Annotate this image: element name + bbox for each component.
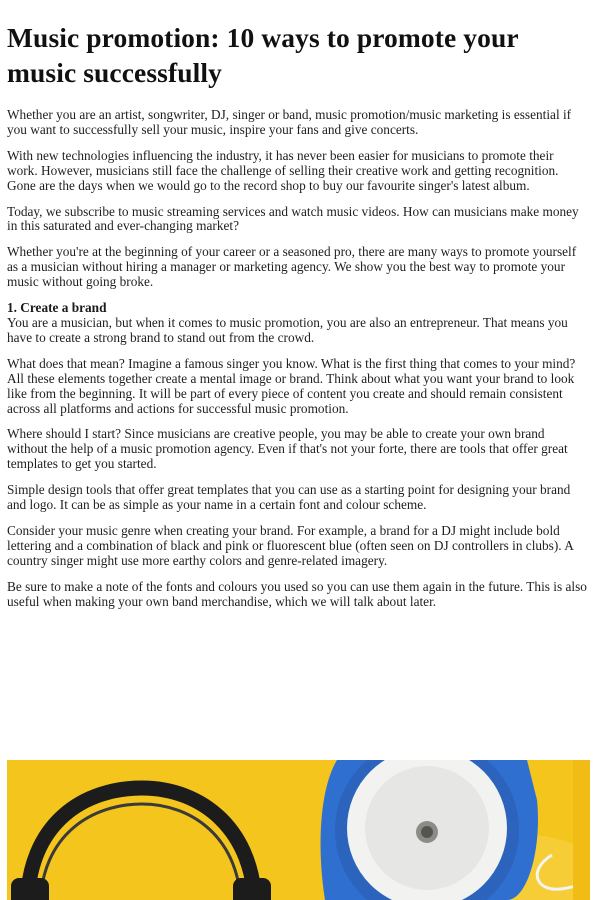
section1-paragraph-4: Simple design tools that offer great templates that you can use as a starting point for designing your brand and logo. It can be as simple as your name in a certain font and colour scheme. xyxy=(7,482,571,513)
intro-paragraph-1: Whether you are an artist, songwriter, DJ, singer or band, music promotion/music marketing is essential if you want to successfully sell your music, inspire your fans and give concerts. xyxy=(7,107,572,137)
section1-paragraph-3: Where should I start? Since musicians are creative people, you may be able to create your own brand without the help of a music promotion agency. Even if that's not your forte, there are tools that offer great templates to get you started. xyxy=(7,426,568,472)
article-body xyxy=(7,108,587,609)
article-title: Music promotion: 10 ways to promote your music successfully xyxy=(7,22,519,88)
cd-player-icon xyxy=(321,760,538,900)
intro-paragraph-4: Whether you're at the beginning of your career or a seasoned pro, there are many ways to promote yourself as a musician without hiring a manager or marketing agency. We show you the best way to promote your music without going broke. xyxy=(7,244,577,290)
section1-paragraph-5: Consider your music genre when creating your brand. For example, a brand for a DJ might include bold lettering and a combination of black and pink or fluorescent blue (often seen on DJ controllers in clubs). A country singer might use more earthy colors and genre-related imagery. xyxy=(7,522,574,568)
photo-right-shade xyxy=(573,760,590,900)
section1-paragraph-1: You are a musician, but when it comes to music promotion, you are also an entrepreneur. That means you have to create a strong brand to stand out from the crowd. xyxy=(7,314,568,345)
article-content xyxy=(7,0,587,620)
section-heading-create-brand: 1. Create a brand xyxy=(7,300,107,316)
article-photo xyxy=(7,760,590,900)
intro-paragraph-3: Today, we subscribe to music streaming services and watch music videos. How can musicians make money in this saturated and ever-changing market? xyxy=(7,203,579,234)
headphones-cd-illustration xyxy=(7,760,590,900)
section1-paragraph-6: Be sure to make a note of the fonts and colours you used so you can use them again in the future. This is also useful when making your own band merchandise, which we will talk about later. xyxy=(7,578,587,609)
intro-paragraph-2: With new technologies influencing the industry, it has never been easier for musicians to promote their work. However, musicians still face the challenge of selling their creative work and getting recognition. Gone are the days when we would go to the record shop to buy our favourite singer's latest album. xyxy=(7,147,559,193)
section1-paragraph-2: What does that mean? Imagine a famous singer you know. What is the first thing that comes to your mind? All these elements together create a mental image or brand. Think about what you want your brand to look like from the beginning. It will be part of every piece of content you create and should remain consistent across all platforms and actions for successful music promotion. xyxy=(7,355,576,416)
